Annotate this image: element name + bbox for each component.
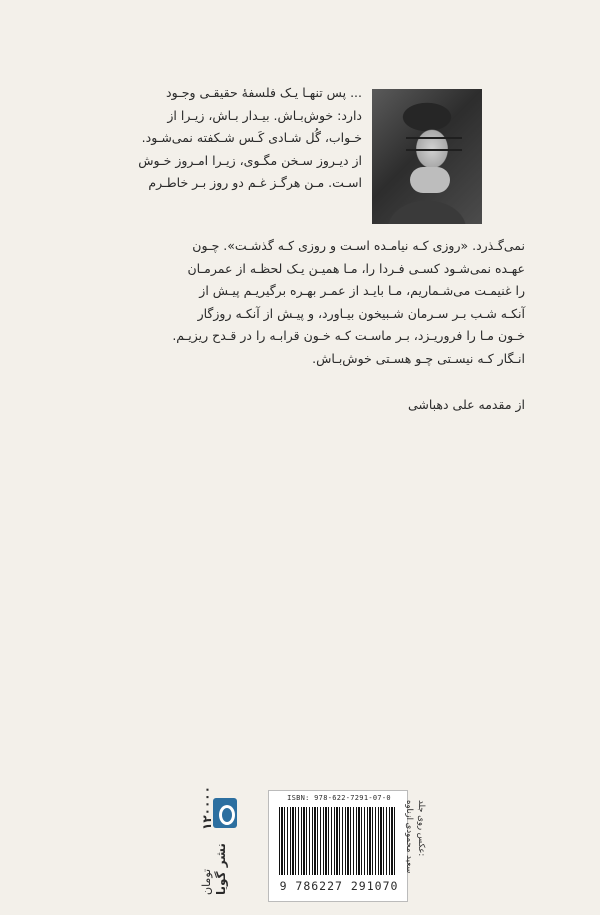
intro-line: از دیـروز سـخن مگـوی، زیـرا امـروز خـوش (138, 152, 362, 168)
publisher-name: نشر گویا (214, 843, 228, 895)
currency: تومان (200, 868, 213, 895)
intro-line: اسـت. مـن هرگـز غـم دو روز بـر خاطـرم (148, 175, 362, 190)
glasses-shape (406, 137, 462, 151)
body-line: انـگار کـه نیسـتی چـو هسـتی خوش‌بـاش. (312, 350, 525, 366)
photo-credit (404, 798, 436, 898)
barcode (268, 790, 408, 902)
intro-line: ... پس تنهـا یـک فلسفهٔ حقیقـی وجـود (166, 85, 362, 100)
body-line: را غنیمـت می‌شـماریم، مـا بایـد از عمـر بهـره برگیریـم پیـش از (199, 283, 525, 298)
isbn-label: ISBN: 978-622-7291-07-0 (287, 794, 391, 802)
body-line: خـون مـا را فروریـزد، بـر ماسـت کـه خـون قرابـه را در قـدح ریزیـم. (172, 328, 525, 343)
publisher-logo (213, 798, 237, 828)
credit-line: سعید محمودی ازناوه (404, 800, 414, 874)
credit-line: عکس روی جلد: (416, 800, 426, 857)
intro-paragraph (120, 82, 362, 195)
intro-line: خـواب، گُل شـادی کَـس شـکفته نمی‌شـود. (141, 130, 362, 145)
author-photo (372, 89, 482, 224)
body-line: آنکـه شـب بـر سـرمان شـبیخون بیـاورد، و پیـش از آنکـه روزگار (197, 305, 525, 321)
intro-line: دارد: خوش‌بـاش. بیـدار بـاش، زیـرا از (167, 107, 362, 123)
hand-shape (410, 167, 450, 193)
isbn-number: 9 786227 291070 (279, 879, 399, 893)
barcode-bars (279, 807, 397, 875)
body-line: عهـده نمی‌شـود کسـی فـردا را، مـا همیـن یـک لحظـه از عمرمـان (187, 260, 525, 276)
body-line: نمی‌گـذرد. «روزی کـه نیامـده اسـت و روزی کـه گذشـت». چـون (192, 238, 525, 253)
source-attribution: از مقدمه علی دهباشی (407, 397, 525, 412)
body-paragraph (120, 235, 525, 370)
price: ۱۲۰۰۰۰ (200, 786, 214, 830)
